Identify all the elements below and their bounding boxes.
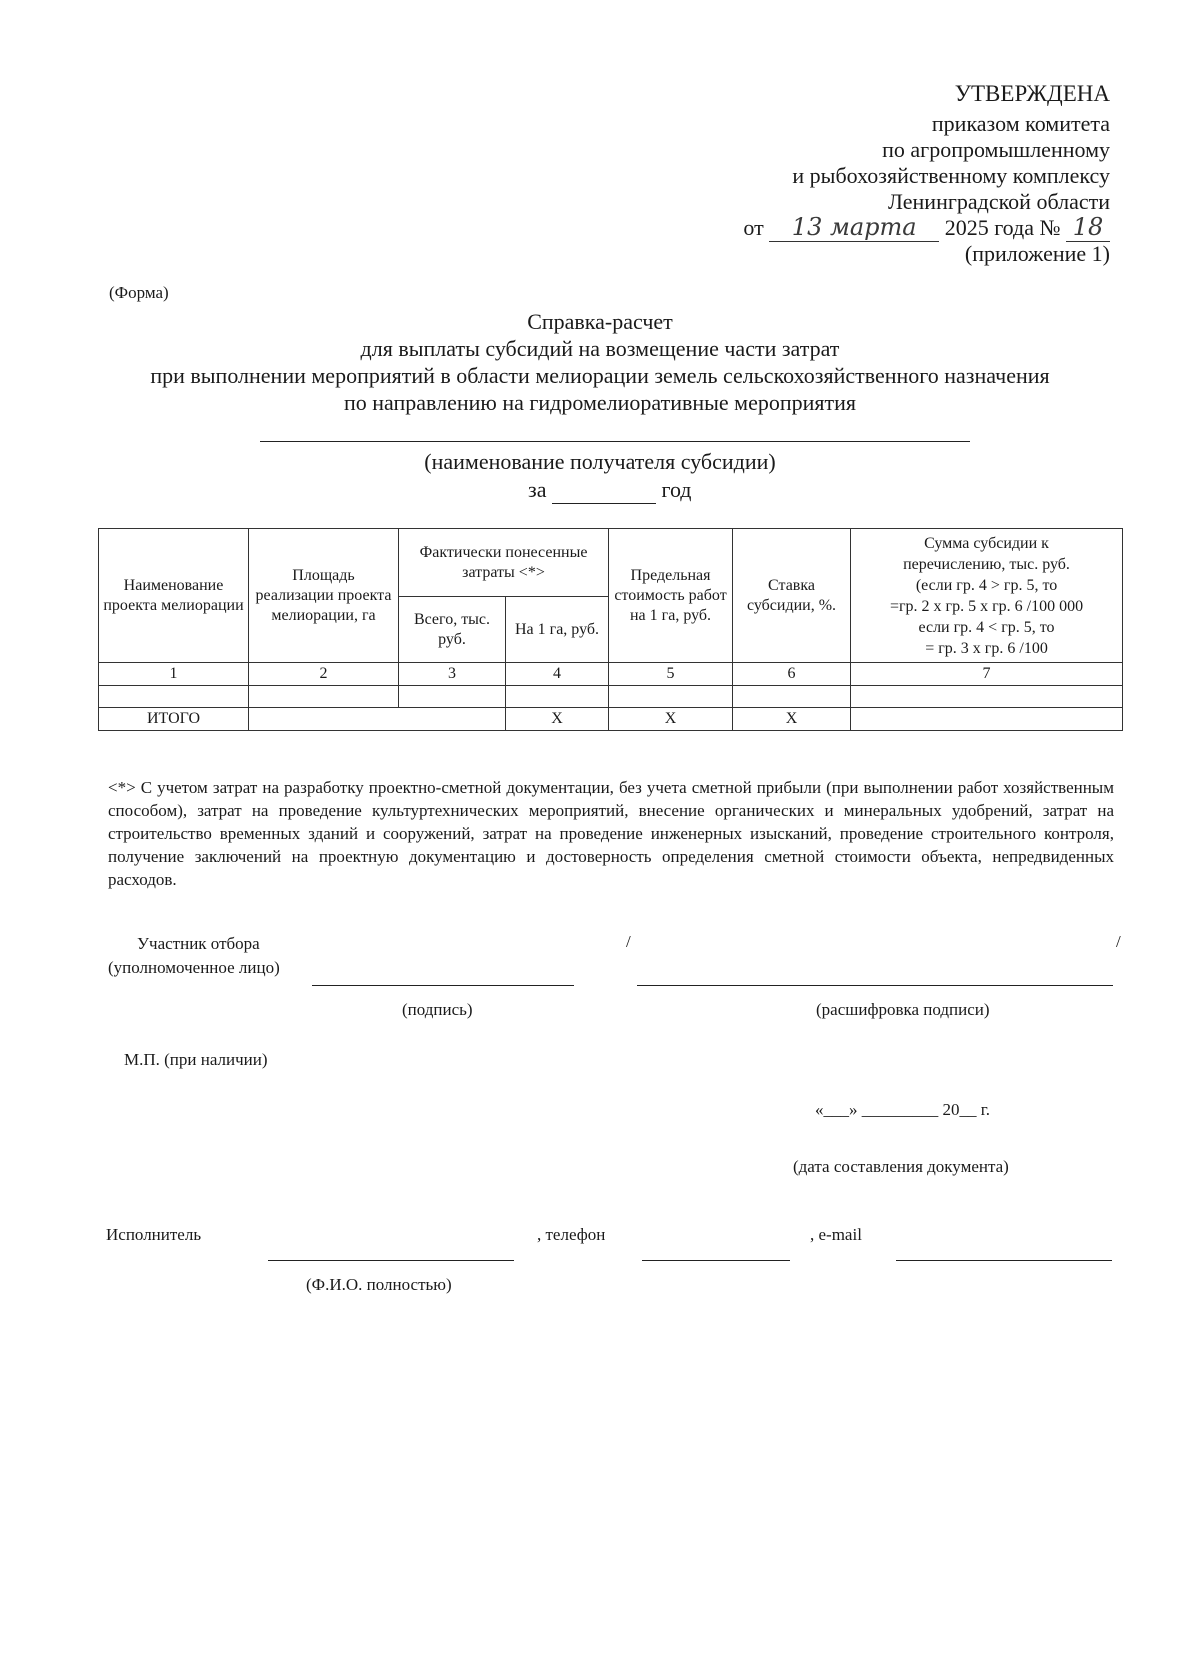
date-prefix: от [743,215,764,240]
handwritten-number: 18 [1066,214,1110,242]
header-sum-line: если гр. 4 < гр. 5, то [918,618,1055,636]
approval-title: УТВЕРЖДЕНА [954,81,1110,106]
document-date[interactable]: «___» _________ 20__ г. [815,1100,991,1119]
header-sum-line: = гр. 3 х гр. 6 /100 [925,639,1048,657]
column-number: 1 [99,663,249,686]
table-number-row [99,663,1123,686]
table-row [99,686,1123,708]
header-actual-costs: Фактически понесенные затраты <*> [399,529,609,597]
executor-phone-line[interactable] [642,1260,790,1261]
approval-line: по агропромышленному [882,137,1110,162]
executor-name-line[interactable] [268,1260,514,1261]
column-number: 7 [851,663,1123,686]
title-line: по направлению на гидромелиоративные мероприятия [343,390,857,415]
column-number: 3 [399,663,506,686]
signature-decode-caption: (расшифровка подписи) [816,1000,990,1019]
column-number: 2 [249,663,399,686]
header-costs-per-ha: На 1 га, руб. [506,597,609,663]
handwritten-date: 13 марта [769,214,939,242]
signature-decode-line[interactable] [637,985,1113,986]
title-line: для выплаты субсидий на возмещение части затрат [360,336,840,361]
participant-sublabel: (уполномоченное лицо) [108,958,280,977]
table-cell[interactable] [249,686,399,708]
table-cell[interactable] [99,686,249,708]
total-cell[interactable] [249,708,399,731]
total-mark: X [733,708,851,731]
total-label: ИТОГО [99,708,249,731]
total-mark: X [506,708,609,731]
header-sum-line: (если гр. 4 > гр. 5, то [915,576,1058,594]
year-prefix: за [528,477,547,502]
executor-fio-caption: (Ф.И.О. полностью) [306,1275,452,1294]
table-cell[interactable] [609,686,733,708]
header-subsidy-sum [851,529,1123,663]
approval-line: Ленинградской области [888,189,1110,214]
stamp-label: М.П. (при наличии) [124,1050,268,1069]
table-header-row [99,529,1123,597]
form-label: (Форма) [109,283,169,302]
executor-email-label: , e-mail [810,1225,862,1244]
approval-line: приказом комитета [931,111,1110,136]
appendix-label: (приложение 1) [964,241,1110,266]
header-subsidy-rate: Ставка субсидии, %. [733,529,851,663]
header-project-name: Наименование проекта мелиорации [99,529,249,663]
title-line: при выполнении мероприятий в области мелиорации земель сельскохозяйственного назначения [150,363,1050,388]
year-line [528,477,692,504]
column-number: 5 [609,663,733,686]
table-cell[interactable] [851,686,1123,708]
year-blank [552,477,656,504]
total-mark: X [609,708,733,731]
executor-label: Исполнитель [106,1225,202,1244]
page-title: Справка-расчет [527,309,673,334]
document-date-caption: (дата составления документа) [793,1157,1009,1176]
footnote: <*> С учетом затрат на разработку проектно-сметной документации, без учета сметной прибыли (при выполнении работ хозяйственным способом), затрат на проведение культуртехнических мероприятий, внесение органических и минеральных удобрений, затрат на строительство временных зданий и сооружений, затрат на проведение инженерных изысканий, проведение строительного контроля, получение заключений на проектную документацию и достоверность определения сметной стоимости объекта, непредвиденных расходов. [108,778,1114,889]
total-cell[interactable] [851,708,1123,731]
header-area: Площадь реализации проекта мелиорации, га [249,529,399,663]
slash-separator: / [1116,932,1121,951]
signature-line[interactable] [312,985,574,986]
column-number: 4 [506,663,609,686]
column-number: 6 [733,663,851,686]
executor-phone-label: , телефон [537,1225,606,1244]
approval-date-line [743,214,1110,242]
table-cell[interactable] [733,686,851,708]
signature-caption: (подпись) [402,1000,473,1019]
recipient-underline [260,441,970,442]
participant-label: Участник отбора [137,934,260,953]
table-cell[interactable] [506,686,609,708]
header-sum-line: =гр. 2 х гр. 5 х гр. 6 /100 000 [889,597,1084,615]
table-total-row [99,708,1123,731]
approval-line: и рыбохозяйственному комплексу [792,163,1110,188]
executor-email-line[interactable] [896,1260,1112,1261]
recipient-caption: (наименование получателя субсидии) [424,449,776,474]
header-sum-line: перечислению, тыс. руб. [903,555,1070,573]
table-cell[interactable] [399,686,506,708]
header-max-cost: Предельная стоимость работ на 1 га, руб. [609,529,733,663]
year-text: 2025 года № [944,215,1061,240]
slash-separator: / [626,932,631,951]
year-suffix: год [661,477,692,502]
header-sum-line: Сумма субсидии к [924,534,1049,552]
header-costs-total: Всего, тыс. руб. [399,597,506,663]
calculation-table [98,528,1123,731]
total-cell[interactable] [399,708,506,731]
